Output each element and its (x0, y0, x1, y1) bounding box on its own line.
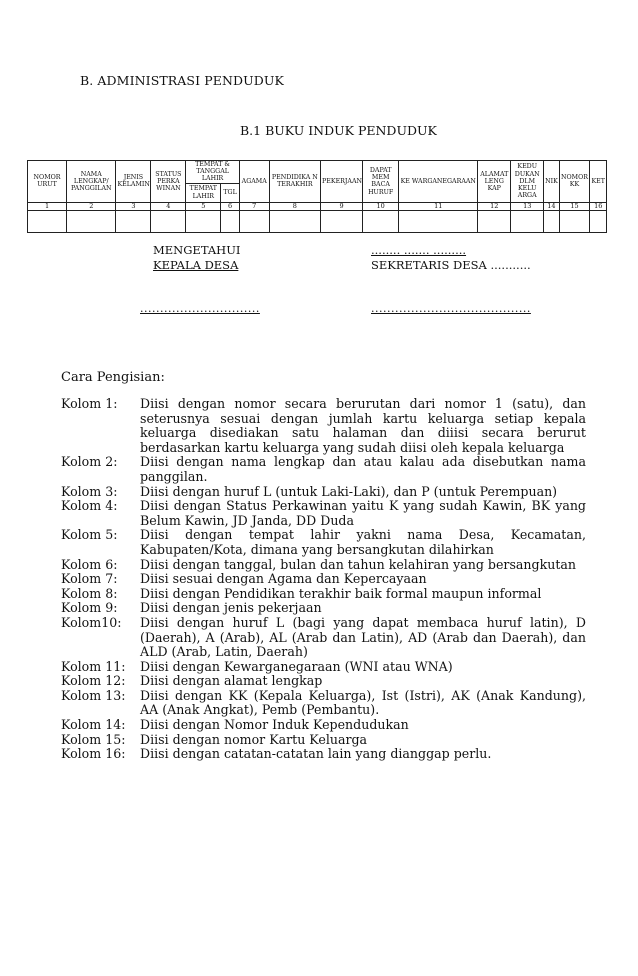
instruction-item (61, 689, 586, 718)
register-table (27, 160, 607, 233)
header-ket: KET (590, 161, 607, 203)
instruction-key: Kolom 2: (61, 454, 118, 470)
instruction-item (61, 528, 586, 557)
instruction-text: Diisi dengan catatan-catatan lain yang dianggap perlu. (140, 746, 492, 762)
instruction-text: Diisi dengan tempat lahir yakni nama Desa, Kecamatan, Kabupaten/Kota, dimana yang bersangkutan dilahirkan (140, 527, 586, 557)
instructions-title: Cara Pengisian: (61, 370, 165, 385)
instruction-key: Kolom 4: (61, 498, 118, 514)
signature-left-role: KEPALA DESA (153, 258, 239, 272)
instruction-key: Kolom 5: (61, 527, 118, 543)
column-number: 16 (590, 202, 607, 210)
column-number: 8 (269, 202, 320, 210)
instruction-key: Kolom 7: (61, 571, 118, 587)
instruction-item (61, 616, 586, 660)
instruction-text: Diisi dengan huruf L (bagi yang dapat membaca huruf latin), D (Daerah), A (Arab), AL (Arab dan Latin), AD (Arab dan Daerah), dan ALD (Arab, Latin, Daerah) (140, 614, 586, 660)
column-number: 7 (239, 202, 269, 210)
instruction-key: Kolom 15: (61, 731, 126, 747)
instruction-text: Diisi dengan huruf L (untuk Laki-Laki), dan P (untuk Perempuan) (140, 483, 558, 499)
header-tempat-lahir: TEMPAT LAHIR (186, 183, 221, 202)
instruction-item (61, 558, 586, 573)
header-ttl: TEMPAT & TANGGAL LAHIR (186, 161, 239, 184)
instruction-text: Diisi dengan jenis pekerjaan (140, 600, 322, 616)
instruction-key: Kolom 8: (61, 585, 118, 601)
instruction-text: Diisi dengan alamat lengkap (140, 673, 323, 689)
instruction-key: Kolom 3: (61, 483, 118, 499)
signature-left-title: MENGETAHUI (153, 243, 241, 257)
column-number: 13 (511, 202, 544, 210)
header-nama: NAMA LENGKAP/ PANGGILAN (67, 161, 116, 203)
instruction-key: Kolom 13: (61, 687, 126, 703)
header-pekerjaan: PEKERJAAN (321, 161, 363, 203)
instruction-text: Diisi dengan Nomor Induk Kependudukan (140, 717, 409, 733)
subsection-title: B.1 BUKU INDUK PENDUDUK (240, 123, 437, 138)
header-dapat-membaca: DAPAT MEM BACA HURUF (363, 161, 399, 203)
instruction-item (61, 674, 586, 689)
instruction-item (61, 660, 586, 675)
header-agama: AGAMA (239, 161, 269, 203)
column-number: 3 (116, 202, 151, 210)
header-nomor-urut: NOMOR URUT (28, 161, 67, 203)
header-tgl: TGL (221, 183, 240, 202)
instruction-item (61, 747, 586, 762)
header-kedudukan: KEDU DUKAN DLM KELU ARGA (511, 161, 544, 203)
header-jenis-kelamin: JENIS KELAMIN (116, 161, 151, 203)
instruction-text: Diisi dengan Pendidikan terakhir baik formal maupun informal (140, 585, 542, 601)
instruction-text: Diisi dengan Kewarganegaraan (WNI atau WNA) (140, 658, 453, 674)
instruction-item (61, 455, 586, 484)
column-number: 14 (544, 202, 559, 210)
signature-right-date: ........ ....... ......... (371, 243, 467, 257)
column-number: 6 (221, 202, 240, 210)
column-number: 15 (559, 202, 590, 210)
signature-left-name-line: .............................. (140, 302, 260, 315)
instruction-text: Diisi dengan KK (Kepala Keluarga), Ist (Istri), AK (Anak Kandung), AA (Anak Angkat), Pemb (Pembantu). (140, 687, 586, 718)
instruction-text: Diisi dengan tanggal, bulan dan tahun kelahiran yang bersangkutan (140, 556, 577, 572)
instructions-list (61, 397, 586, 762)
column-number: 1 (28, 202, 67, 210)
signature-right-role: SEKRETARIS DESA ........... (371, 258, 531, 272)
instruction-key: Kolom 1: (61, 396, 118, 411)
section-title: B. ADMINISTRASI PENDUDUK (80, 73, 284, 88)
header-alamat: ALAMAT LENG KAP (478, 161, 511, 203)
instruction-text: Diisi sesuai dengan Agama dan Kepercayaan (140, 571, 427, 587)
column-number: 10 (363, 202, 399, 210)
instruction-key: Kolom 16: (61, 746, 126, 762)
signature-right-name-line: ........................................ (371, 302, 531, 315)
instruction-key: Kolom 14: (61, 717, 126, 733)
column-number: 5 (186, 202, 221, 210)
column-number: 2 (67, 202, 116, 210)
header-nomor-kk: NOMOR KK (559, 161, 590, 203)
instruction-key: Kolom 6: (61, 556, 118, 572)
instruction-text: Diisi dengan Status Perkawinan yaitu K yang sudah Kawin, BK yang Belum Kawin, JD Janda, DD Duda (140, 498, 586, 528)
instruction-text: Diisi dengan nomor secara berurutan dari nomor 1 (satu), dan seterusnya sesuai dengan jumlah kartu keluarga setiap kepala keluarga disediakan satu halaman dan diiisi secara berurut berdasarkan kartu keluarga yang sudah diisi oleh kepala keluarga (140, 396, 586, 455)
empty-data-row (28, 211, 607, 233)
instruction-item (61, 733, 586, 748)
column-number: 11 (399, 202, 478, 210)
header-kewarganegaraan: KE WARGANEGARAAN (399, 161, 478, 203)
instruction-text: Diisi dengan nama lengkap dan atau kalau ada disebutkan nama panggilan. (140, 454, 586, 484)
instruction-item (61, 587, 586, 602)
column-number: 12 (478, 202, 511, 210)
header-nik: NIK (544, 161, 559, 203)
instruction-key: Kolom 11: (61, 658, 126, 674)
instruction-item (61, 499, 586, 528)
instruction-item (61, 572, 586, 587)
instruction-text: Diisi dengan nomor Kartu Keluarga (140, 731, 368, 747)
instruction-item (61, 485, 586, 500)
instruction-item (61, 601, 586, 616)
instruction-key: Kolom10: (61, 614, 122, 630)
header-pendidikan: PENDIDIKA N TERAKHIR (269, 161, 320, 203)
column-number: 9 (321, 202, 363, 210)
instruction-item (61, 397, 586, 455)
instruction-key: Kolom 12: (61, 673, 126, 689)
instruction-item (61, 718, 586, 733)
column-number: 4 (151, 202, 186, 210)
header-status: STATUS PERKA WINAN (151, 161, 186, 203)
instruction-key: Kolom 9: (61, 600, 118, 616)
